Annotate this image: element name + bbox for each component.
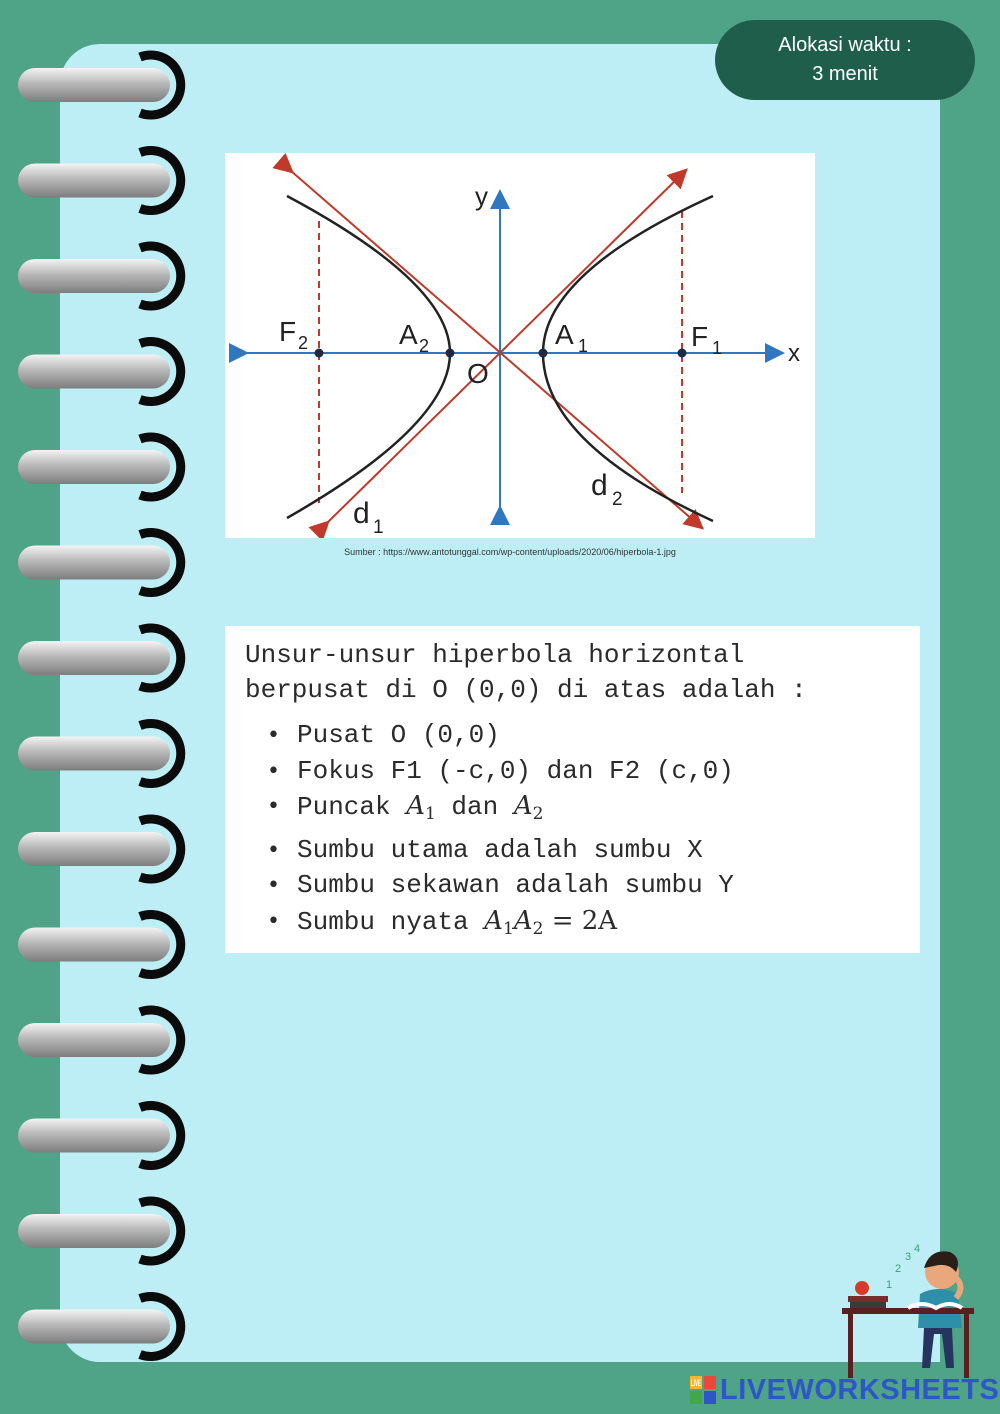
ring-bar xyxy=(18,1310,170,1344)
focus-f2-point xyxy=(315,349,324,358)
asymptote-d1 xyxy=(327,171,685,523)
list-item-main-axis: • Sumbu utama adalah sumbu X xyxy=(267,833,920,869)
hyperbola-diagram xyxy=(225,153,815,538)
math-a1: $A_1$ xyxy=(406,791,436,824)
x-axis-label: x xyxy=(788,340,800,367)
student-at-desk-illustration xyxy=(838,1242,980,1382)
a2-label-sub: 2 xyxy=(419,336,430,356)
logo-letters: LIVE xyxy=(691,1378,701,1388)
origin-label: O xyxy=(467,358,489,389)
digit-3: 3 xyxy=(905,1251,912,1263)
liveworksheets-wordmark: LIVEWORKSHEETS xyxy=(720,1373,1000,1406)
a1-label-sub: 1 xyxy=(578,336,589,356)
digit-1: 1 xyxy=(886,1279,893,1291)
time-value: 3 menit xyxy=(812,63,878,85)
intro-line-2: berpusat di O (0,0) di atas adalah : xyxy=(245,675,807,705)
ring-bar xyxy=(18,355,170,389)
y-axis-label: y xyxy=(475,181,488,211)
f1-label-sub: 1 xyxy=(712,338,723,358)
f1-label: F xyxy=(691,321,709,352)
vertex-a1-point xyxy=(539,349,548,358)
d2-label-sub: 2 xyxy=(612,489,623,510)
explanation-box xyxy=(225,626,920,953)
liveworksheets-logo-icon xyxy=(690,1376,716,1404)
hyperbola-left-branch xyxy=(287,196,450,518)
list-item-center: • Pusat O (0,0) xyxy=(267,718,920,754)
f2-label-sub: 2 xyxy=(298,333,309,353)
intro-line-1: Unsur-unsur hiperbola horizontal xyxy=(245,640,745,670)
ring-bar xyxy=(18,450,170,484)
ring-bar xyxy=(18,1119,170,1153)
f2-label: F xyxy=(279,316,297,347)
digit-2: 2 xyxy=(895,1263,902,1275)
focus-f1-point xyxy=(678,349,687,358)
math-a2: $A_2$ xyxy=(513,791,544,824)
ring-bar xyxy=(18,259,170,293)
ring-bar xyxy=(18,737,170,771)
math-a1a2: $A_1A_2 = 2A$ xyxy=(484,905,618,939)
list-item-real-axis: • Sumbu nyata $A_1A_2 = 2A$ xyxy=(267,904,920,948)
vertex-a2-point xyxy=(446,349,455,358)
liveworksheets-brand xyxy=(690,1372,999,1408)
a2-label: A xyxy=(399,319,418,350)
time-label: Alokasi waktu : xyxy=(778,34,912,56)
d1-label: d xyxy=(353,497,370,530)
list-item-focus: • Fokus F1 (-c,0) dan F2 (c,0) xyxy=(267,754,920,790)
a1-label: A xyxy=(555,319,574,350)
spiral-binding xyxy=(0,0,200,1414)
ring-bar xyxy=(18,1214,170,1248)
ring-bar xyxy=(18,1023,170,1057)
ring-bar xyxy=(18,546,170,580)
ring-bar xyxy=(18,832,170,866)
asymptote-d2 xyxy=(291,171,701,527)
ring-bar xyxy=(18,68,170,102)
time-allocation-badge xyxy=(715,20,975,100)
ring-bar xyxy=(18,164,170,198)
ring-bar xyxy=(18,641,170,675)
elements-list xyxy=(267,718,920,947)
list-item-vertex: • Puncak $A_1$ dan $A_2$ xyxy=(267,789,920,833)
ring-bar xyxy=(18,928,170,962)
image-source-caption: Sumber : https://www.antotunggal.com/wp-content/uploads/2020/06/hiperbola-1.jpg xyxy=(344,547,676,557)
digit-4: 4 xyxy=(914,1243,921,1255)
hyperbola-right-branch xyxy=(543,196,713,521)
d1-label-sub: 1 xyxy=(373,517,384,538)
d2-label: d xyxy=(591,469,608,502)
list-item-conjugate-axis: • Sumbu sekawan adalah sumbu Y xyxy=(267,868,920,904)
